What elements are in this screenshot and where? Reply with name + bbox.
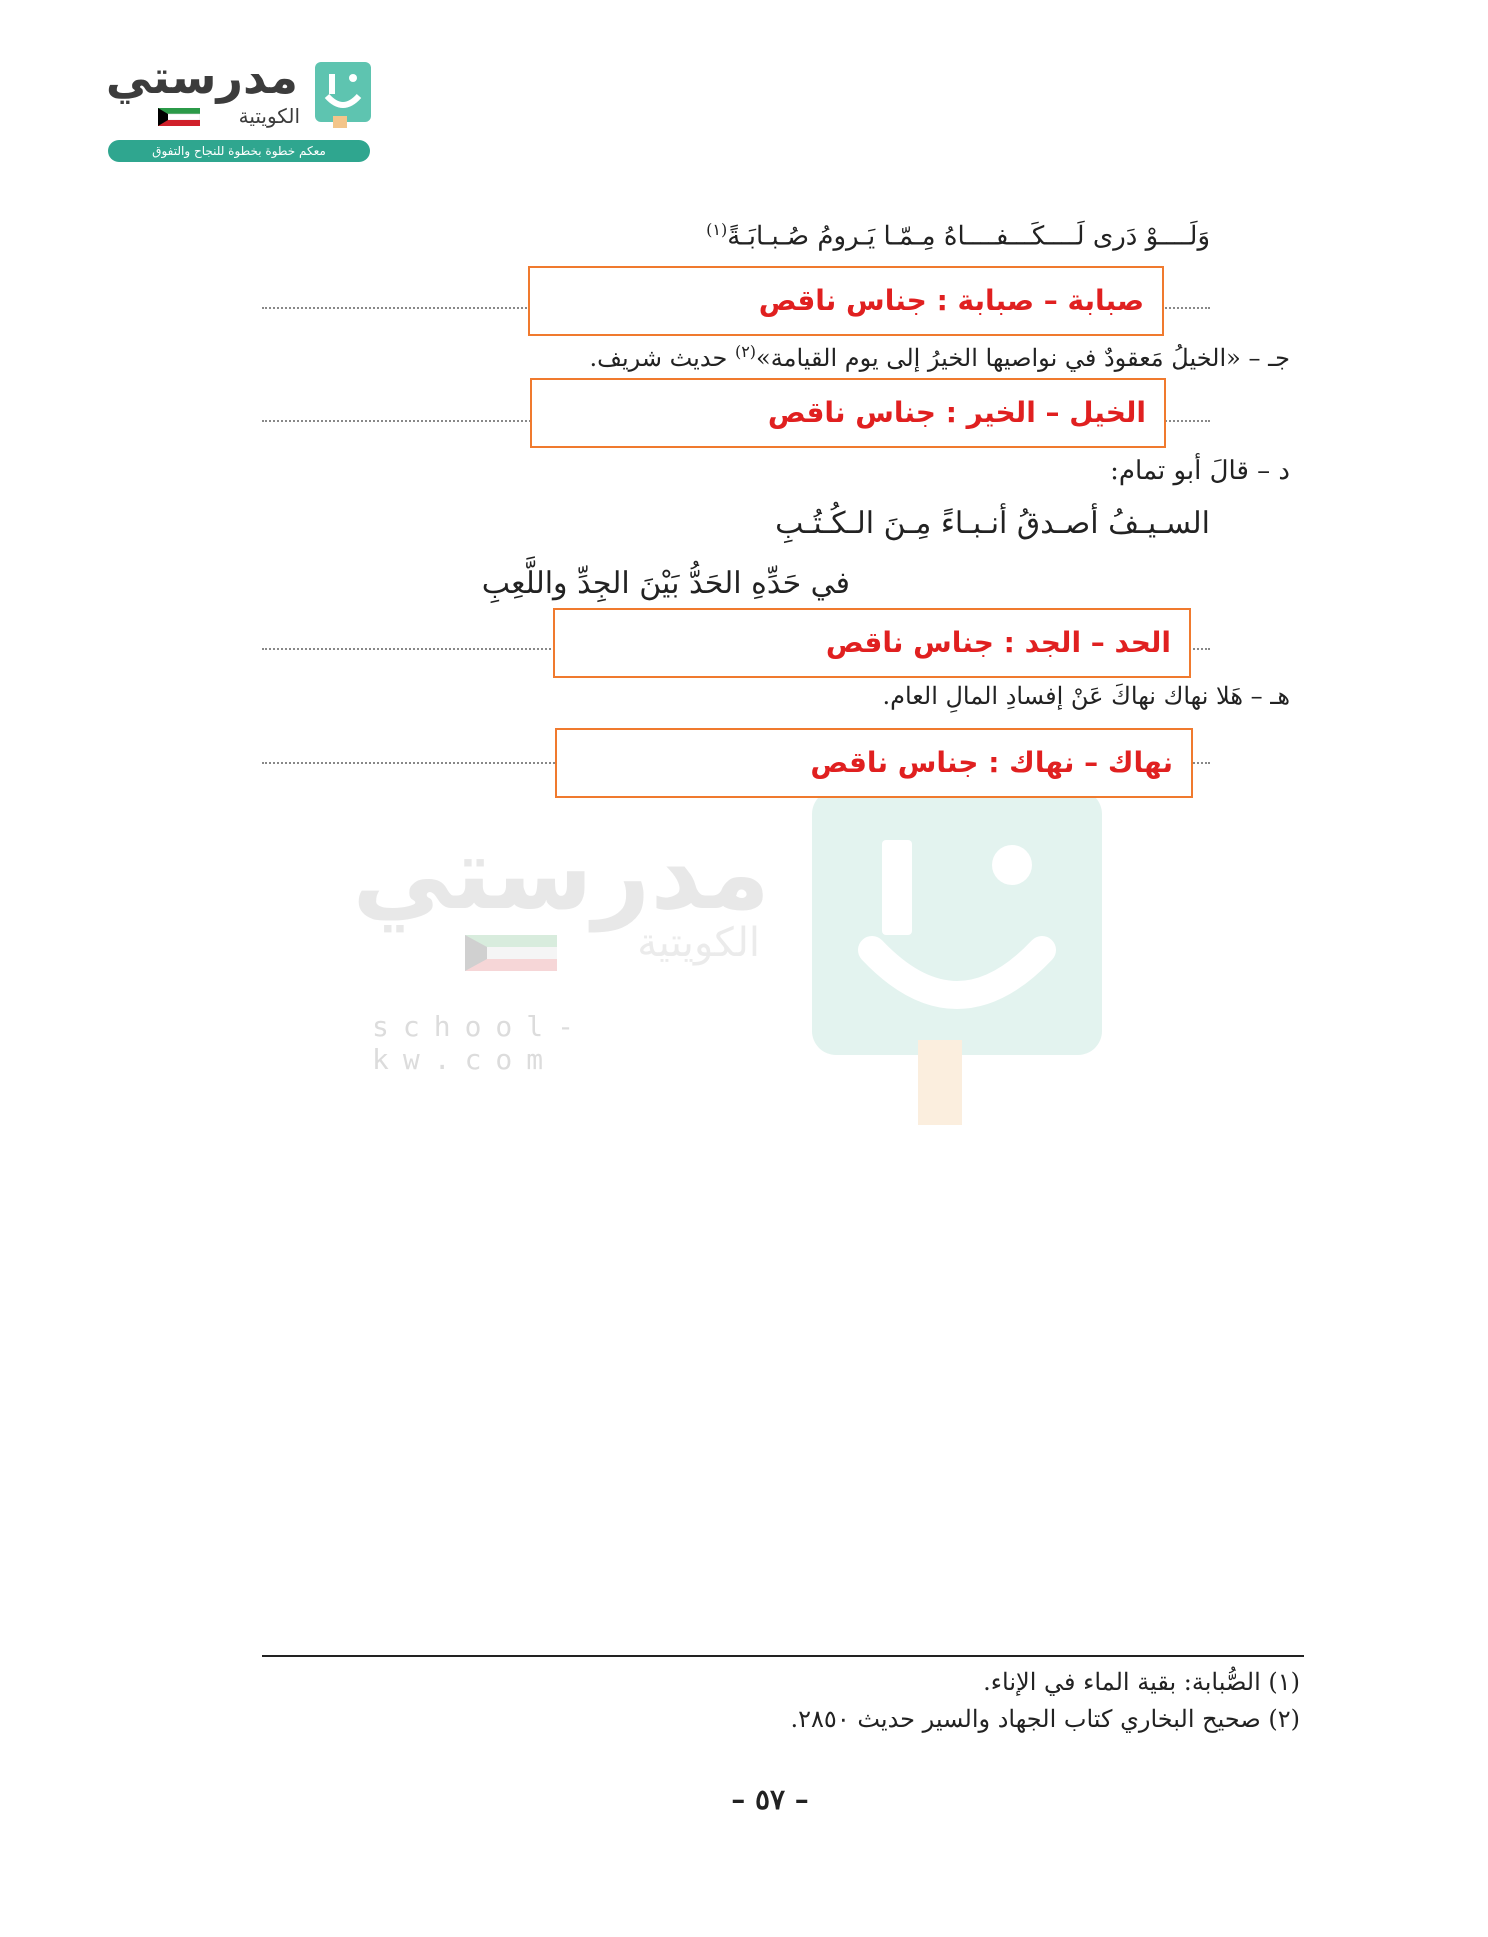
item-h: هـ – هَلا نهاك نهاكَ عَنْ إفسادِ المالِ العام. (882, 682, 1290, 710)
answer-box-1: صبابة – صبابة : جناس ناقص (528, 266, 1164, 336)
footnote-1: (١) الصُّبابة: بقية الماء في الإناء. (983, 1668, 1300, 1696)
watermark-url: school-kw.com (372, 1010, 589, 1076)
footnote-rule (262, 1655, 1304, 1657)
item-d: د – قالَ أبو تمام: (1110, 456, 1290, 486)
watermark-logo-icon (812, 790, 1102, 1055)
verse-2b: في حَدِّهِ الحَدُّ بَيْنَ الجِدِّ واللَّعِبِ (481, 566, 850, 601)
kuwait-flag-icon (158, 108, 200, 126)
verse-2a: السـيـفُ أصـدقُ أنـبـاءً مِـنَ الـكُـتُـبِ (775, 506, 1210, 541)
item-j: جـ – «الخيلُ مَعقودٌ في نواصيها الخيرُ إلى يوم القيامة»$^{(٢)}$ حديث شريف. (589, 342, 1290, 372)
watermark-title: مدرستي (352, 815, 770, 932)
logo-subtitle: الكويتية (238, 104, 300, 128)
footnote-2: (٢) صحيح البخاري كتاب الجهاد والسير حديث ٢٨٥٠. (790, 1705, 1300, 1733)
answer-box-4: نهاك – نهاك : جناس ناقص (555, 728, 1193, 798)
watermark-flag-icon (465, 935, 557, 971)
verse-1: وَلَــــوْ دَرى لَــــكَـــفــــاهُ مِـمّـا يَـرومُ صُـبـابَـةً$^{(١)}$ (706, 220, 1210, 252)
watermark-bookmark (918, 1040, 962, 1125)
logo-tagline: معكم خطوة بخطوة للنجاح والتفوق (108, 140, 370, 162)
logo-icon (315, 62, 371, 122)
answer-box-3: الحد – الجد : جناس ناقص (553, 608, 1191, 678)
watermark-subtitle: الكويتية (637, 920, 760, 966)
page-number: – ٥٧ – (731, 1783, 809, 1816)
logo-title: مدرستي (105, 50, 298, 104)
answer-box-2: الخيل – الخير : جناس ناقص (530, 378, 1166, 448)
logo-bookmark (333, 116, 347, 128)
